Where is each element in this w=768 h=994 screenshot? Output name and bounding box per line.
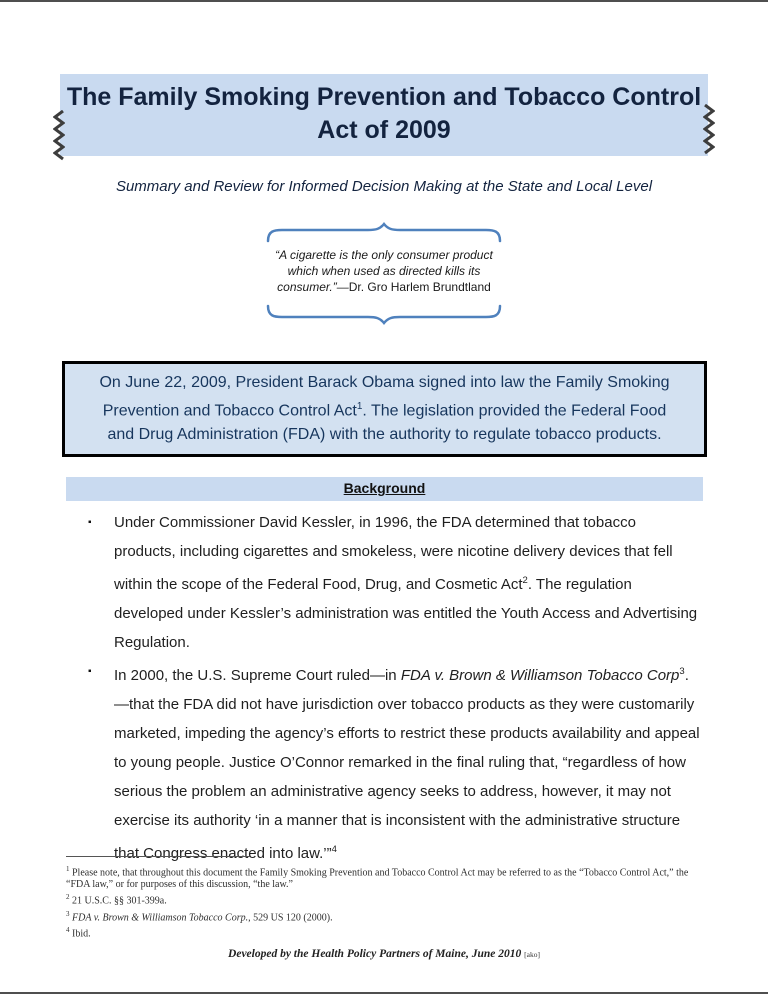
footnote-text: 21 U.S.C. §§ 301-399a. xyxy=(72,895,167,907)
torn-edge-right-icon xyxy=(703,104,715,156)
bullet-1-text-1: Under Commissioner David Kessler, in 1996, the FDA determined that tobacco products, including cigarettes and smokeless, were nicotine delivery devices that fell within the scope of the Federal Food, Drug, and Cosmetic Act xyxy=(114,514,673,593)
bullet-marker-icon: ▪ xyxy=(88,517,92,528)
brace-bottom-icon xyxy=(264,303,504,325)
intro-box-text-2: . The legislation provided the Federal Food and Drug Administration (FDA) with the authority to regulate tobacco products. xyxy=(107,402,667,444)
footnote-text: Please note, that throughout this document the Family Smoking Prevention and Tobacco Control Act may be referred to as the “Tobacco Control Act,” the “FDA law,” or for purposes of this discussion, “the law.” xyxy=(66,867,689,891)
footnote-text: Ibid. xyxy=(72,928,91,940)
brace-top-icon xyxy=(264,222,504,244)
footer-tag: [ako] xyxy=(524,950,540,959)
bullet-text xyxy=(114,508,700,657)
intro-box-text-1: On June 22, 2009, President Barack Obama signed into law the Family Smoking Prevention and Tobacco Control Act xyxy=(99,374,670,420)
bullet-2-text-2: .—that the FDA did not have jurisdiction over tobacco products as they were customarily marketed, impeding the agency’s efforts to restrict these products availability and appeal to young people. Justice O’Connor remarked in the final ruling that, “regardless of how serious the problem an administrative agency seeks to address, however, it may not exercise its authority ‘in a manner that is inconsistent with the administrative structure that Congress enacted into law.’” xyxy=(114,667,700,862)
title-banner xyxy=(60,74,708,156)
footnote-text: 529 US 120 (2000). xyxy=(250,911,333,923)
footnote-number: 2 xyxy=(66,893,70,902)
case-name: FDA v. Brown & Williamson Tobacco Corp xyxy=(400,667,680,684)
footnotes-section xyxy=(66,856,706,940)
quote-line-1: “A cigarette is the only consumer product xyxy=(275,248,493,262)
footnote-ref-1: 1 xyxy=(356,401,363,412)
section-header-bar xyxy=(66,477,703,501)
page-footer xyxy=(0,948,768,960)
footnote-3 xyxy=(66,908,706,924)
bullet-2-text-1: In 2000, the U.S. Supreme Court ruled—in xyxy=(114,667,401,684)
page-top-edge xyxy=(0,0,768,2)
footnote-ref-3: 3 xyxy=(679,666,685,677)
footnote-1 xyxy=(66,863,706,891)
footnote-separator xyxy=(66,856,250,857)
quote-line-3: consumer.”— xyxy=(277,280,349,294)
footnote-number: 3 xyxy=(66,909,70,918)
footnote-number: 4 xyxy=(66,925,70,934)
footnote-case-name: FDA v. Brown & Williamson Tobacco Corp., xyxy=(72,911,251,923)
bullet-item-kessler xyxy=(88,508,700,657)
bullet-text xyxy=(114,657,700,868)
document-title: The Family Smoking Prevention and Tobacco Control Act of 2009 xyxy=(66,83,702,144)
footnote-ref-2: 2 xyxy=(522,575,528,586)
bullet-list xyxy=(88,508,700,868)
footnote-ref-4: 4 xyxy=(331,844,337,855)
quote-line-2: which when used as directed kills its xyxy=(287,264,481,278)
quote-attribution: Dr. Gro Harlem Brundtland xyxy=(348,280,491,294)
torn-edge-left-icon xyxy=(53,110,65,162)
pull-quote xyxy=(244,247,524,295)
bullet-item-supreme-court xyxy=(88,657,700,868)
intro-highlight-box xyxy=(62,361,707,457)
footnote-4 xyxy=(66,924,706,940)
bullet-marker-icon: ▪ xyxy=(88,666,92,677)
footnote-2 xyxy=(66,891,706,907)
document-subtitle: Summary and Review for Informed Decision Making at the State and Local Level xyxy=(115,178,653,195)
footnote-number: 1 xyxy=(66,865,70,873)
footer-credit: Developed by the Health Policy Partners of Maine, June 2010 xyxy=(228,948,522,960)
section-title: Background xyxy=(343,480,426,496)
bullet-1-text-2: . The regulation developed under Kessler’s administration was entitled the Youth Access and Advertising Regulation. xyxy=(114,576,698,651)
